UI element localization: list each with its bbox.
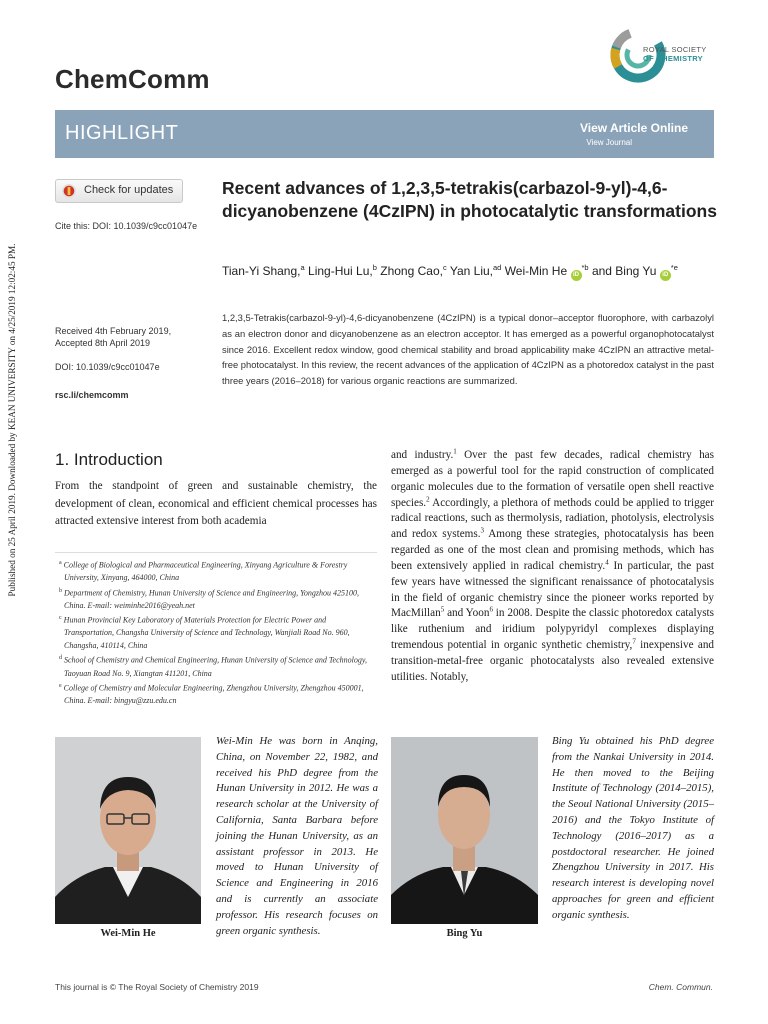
- footnote-item: $^e$ College of Chemistry and Molecular Engineering, Zhengzhou University, Zhengzhou 450001, China. E-mail: bingyu@zzu.edu.cn: [59, 683, 364, 706]
- author-name[interactable]: Wei-Min He $iD^{*b}$: [505, 264, 589, 278]
- author-name[interactable]: Yan Liu,$^{ad}$: [449, 263, 502, 278]
- footnote-item: $^b$ Department of Chemistry, Hunan University of Science and Engineering, Yongzhou 425100, China. E-mail: weiminhe2016@yeah.net: [59, 587, 360, 610]
- caption-bing-yu: Bing Yu: [446, 928, 483, 939]
- download-notice: Published on 25 April 2019. Downloaded by KEAN UNIVERSITY on 4/25/2019 12:02:45 PM.: [7, 243, 17, 597]
- highlight-banner: [55, 110, 714, 158]
- doi: DOI: 10.1039/c9cc01047e: [55, 362, 160, 372]
- footnote-item: $^c$ Hunan Provincial Key Laboratory of Materials Protection for Electric Power and Transportation, Changsha University of Science and Technology, Wanjiali Road No. 960, Changsha, 410114, China: [59, 615, 350, 650]
- bio-bing-yu: Bing Yu obtained his PhD degree from the Nankai University in 2014. He then moved to the Beijing Institute of Technology (2014–2015), the Seoul National University (2015–2016) and the Tokyo Institute of Technology (2016–2017) as a postdoctoral researcher. He joined Zhengzhou University in 2017. His research interest is developing novel approaches for green and efficient organic synthesis.: [552, 735, 714, 921]
- intro-paragraph-right: and industry.$^1$ Over the past few decades, radical chemistry has emerged as a powerful tool for the rapid construction of complicated organic molecules due to the formation of versatile open shell reactive species.$^2$ Accordingly, a plethora of methods could be applied to trigger radical reactions, such as thermolysis, radiation, photolysis, electrolysis and redox systems.$^3$ Among these strategies, photocatalysis has been regarded as one of the most clean and promising methods, which has been extensively applied in radical chemistry.$^4$ In particular, the past few years have witnessed the significant renaissance of photocatalysis in the field of organic chemistry since the pioneer works reported by MacMillan$^5$ and Yoon$^6$ in 2008. Despite the classic photoredox catalysts like ruthenium and iridium polypyridyl complexes displaying tremendous potential in organic synthetic chemistry,$^7$ inexpensive and transition-metal-free organic photocatalysts also revealed extensive utilities. Notably,: [391, 447, 715, 683]
- rsc-wordmark: ROYAL SOCIETY OF CHEMISTRY: [643, 45, 707, 63]
- footer-journal-abbrev: Chem. Commun.: [648, 982, 713, 992]
- citation-ref[interactable]: 5: [440, 605, 445, 614]
- article-title: Recent advances of 1,2,3,5-tetrakis(carbazol-9-yl)-4,6-dicyanobenzene (4CzIPN) in photocatalytic transformations: [222, 178, 717, 221]
- orcid-icon[interactable]: iD: [571, 270, 582, 281]
- affiliation-footnotes: [55, 557, 377, 708]
- author-name[interactable]: and Bing Yu $iD^{*e}$: [592, 264, 678, 278]
- view-journal-link[interactable]: View Journal: [586, 138, 632, 147]
- view-article-online-link[interactable]: View Article Online: [579, 121, 688, 135]
- abstract: 1,2,3,5-Tetrakis(carbazol-9-yl)-4,6-dicyanobenzene (4CzIPN) is a typical donor–acceptor fluorophore, with carbazolyl as an electron donor and dicyanobenzene as an electron acceptor. It has emerged as a powerful organophotocatalyst since 2016. Excellent redox window, good chemical stability and broad applicability make 4CzIPN an attractive metal-free photocatalyst. In this review, the recent advances of the application of 4CzIPN as a photoredox catalyst in the past three years (2016–2018) for various organic reactions are summarized.: [222, 312, 714, 387]
- received-accepted-dates: Received 4th February 2019, Accepted 8th April 2019: [55, 326, 172, 348]
- footnote-divider: [55, 552, 377, 553]
- author-photo-bing-yu: [391, 737, 538, 924]
- citation-ref[interactable]: 1: [453, 447, 457, 456]
- author-name[interactable]: Tian-Yi Shang,$^a$: [222, 263, 305, 278]
- citation-ref[interactable]: 2: [426, 494, 430, 503]
- journal-title[interactable]: ChemComm: [55, 64, 210, 94]
- citation-ref[interactable]: 4: [605, 558, 609, 567]
- citation-ref[interactable]: 6: [489, 605, 493, 614]
- footnote-item: $^a$ College of Biological and Pharmaceutical Engineering, Xinyang Agriculture & Forestry University, Xinyang, 464000, China: [59, 560, 348, 583]
- check-for-updates-button[interactable]: Check for updates: [55, 179, 183, 203]
- check-updates-icon: [61, 183, 77, 199]
- bio-wei-min-he: Wei-Min He was born in Anqing, China, on November 22, 1982, and received his PhD degree from the Hunan University in 2012. He was a research scholar at the University of California, Santa Barbara before joining the Hunan University, as an assistant professor in 2013. He moved to Hunan University of Science and Engineering in 2016 and is currently an associate professor. His research focuses on green organic synthesis.: [216, 735, 378, 937]
- author-list: [222, 259, 682, 281]
- footer-copyright: This journal is © The Royal Society of Chemistry 2019: [55, 982, 259, 992]
- citation-ref[interactable]: 7: [632, 637, 636, 646]
- intro-paragraph-left: From the standpoint of green and sustainable chemistry, the development of clean, economical and efficient chemical processes has attracted extensive interest from both academia: [55, 480, 377, 528]
- journal-link[interactable]: rsc.li/chemcomm: [55, 390, 129, 400]
- author-name[interactable]: Zhong Cao,$^c$: [380, 263, 447, 278]
- author-photo-wei-min-he: [55, 737, 201, 924]
- footnote-item: $^d$ School of Chemistry and Chemical Engineering, Hunan University of Science and Technology, Taoyuan Road No. 9, Xiangtan 411201, China: [59, 655, 367, 678]
- citation-ref[interactable]: 3: [480, 526, 485, 535]
- article-type-label: HIGHLIGHT: [65, 122, 179, 144]
- orcid-icon[interactable]: iD: [660, 270, 671, 281]
- caption-wei-min-he: Wei-Min He: [100, 928, 156, 939]
- section-heading-introduction: 1. Introduction: [55, 450, 163, 469]
- author-name[interactable]: Ling-Hui Lu,$^b$: [308, 263, 377, 278]
- cite-this: Cite this: DOI: 10.1039/c9cc01047e: [55, 221, 198, 231]
